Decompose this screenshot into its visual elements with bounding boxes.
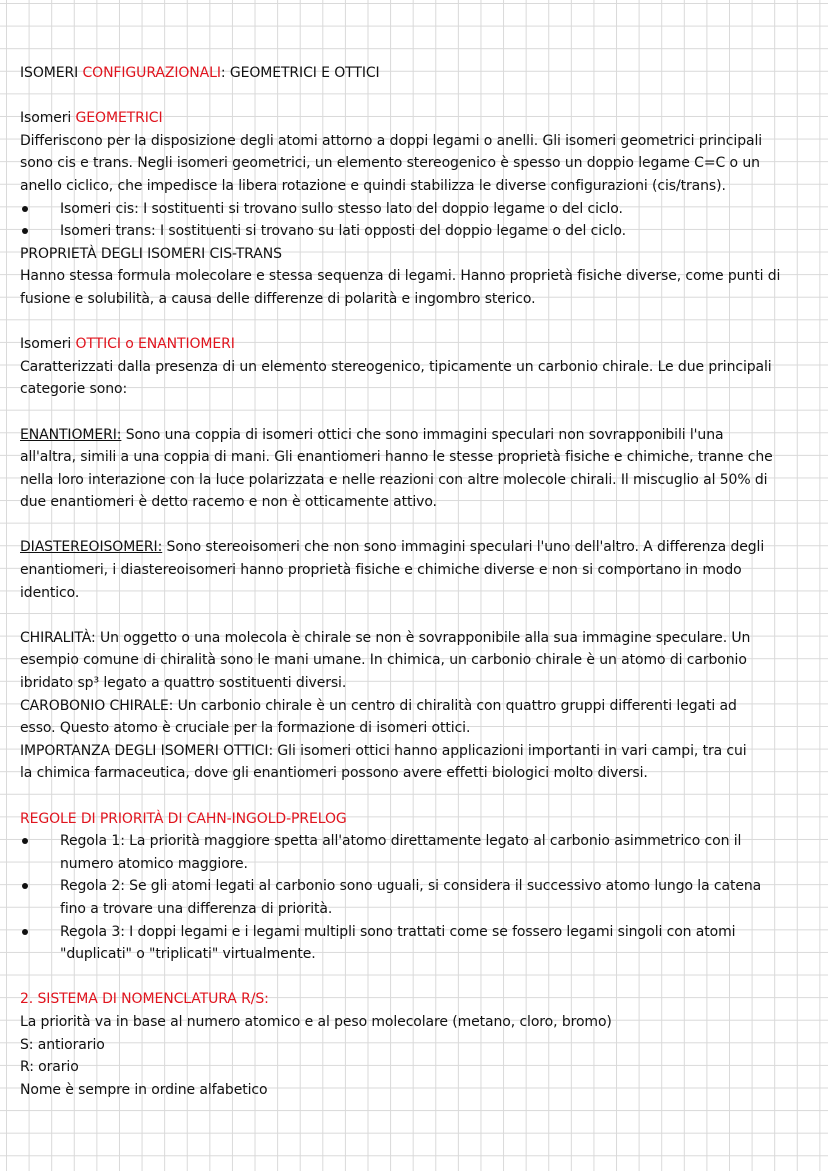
list-item: Regola 3: I doppi legami e i legami multipli sono trattati come se fossero legami singoli con atomi "duplicati" o "triplicati" virtualmente. <box>20 921 810 966</box>
text-line: Differiscono per la disposizione degli atomi attorno a doppi legami o anelli. Gli isomeri geometrici principali <box>20 132 763 149</box>
page-title: ISOMERI CONFIGURAZIONALI: GEOMETRICI E OTTICI <box>20 65 380 81</box>
diastereo-paragraph: DIASTEREOISOMERI: Sono stereoisomeri che non sono immagini speculari l'uno dell'altro. A differenza degli <box>20 539 765 556</box>
enantiomers-paragraph: ENANTIOMERI: Sono una coppia di isomeri ottici che sono immagini speculari non sovrapponibili l'una <box>20 426 724 443</box>
bullet-icon <box>20 220 60 243</box>
text-line: CHIRALITÀ: Un oggetto o una molecola è chirale se non è sovrapponibile alla sua immagine speculare. Un <box>20 629 751 646</box>
list-item: Isomeri cis: I sostituenti si trovano sullo stesso lato del doppio legame o del ciclo. <box>20 198 810 221</box>
geometric-heading: Isomeri GEOMETRICI <box>20 110 163 127</box>
list-item: Regola 2: Se gli atomi legati al carbonio sono uguali, si considera il successivo atomo lungo la catena fino a trovare una differenza di priorità. <box>20 875 810 920</box>
text-line: sono cis e trans. Negli isomeri geometrici, un elemento stereogenico è spesso un doppio legame C=C o un <box>20 155 760 172</box>
bullet-icon <box>20 875 60 920</box>
text-line: esempio comune di chiralità sono le mani umane. In chimica, un carbonio chirale è un atomo di carbonio <box>20 652 747 669</box>
text-line: S: antiorario <box>20 1036 105 1053</box>
text-line: due enantiomeri è detto racemo e non è otticamente attivo. <box>20 494 437 511</box>
text-line: esso. Questo atomo è cruciale per la formazione di isomeri ottici. <box>20 720 471 737</box>
notes-page <box>20 62 810 1101</box>
list-item: Regola 1: La priorità maggiore spetta all'atomo direttamente legato al carbonio asimmetrico con il numero atomico maggiore. <box>20 830 810 875</box>
bullet-icon <box>20 830 60 875</box>
section-heading: PROPRIETÀ DEGLI ISOMERI CIS-TRANS <box>20 245 282 262</box>
text-line: Caratterizzati dalla presenza di un elemento stereogenico, tipicamente un carbonio chirale. Le due principali <box>20 358 772 375</box>
text-line: IMPORTANZA DEGLI ISOMERI OTTICI: Gli isomeri ottici hanno applicazioni importanti in vari campi, tra cui <box>20 742 747 759</box>
text-line: La priorità va in base al numero atomico e al peso molecolare (metano, cloro, bromo) <box>20 1013 612 1030</box>
list-item: Isomeri trans: I sostituenti si trovano su lati opposti del doppio legame o del ciclo. <box>20 220 810 243</box>
term: ENANTIOMERI: <box>20 426 122 443</box>
term: DIASTEREOISOMERI: <box>20 539 163 556</box>
text-line: CAROBONIO CHIRALE: Un carbonio chirale è un centro di chiralità con quattro gruppi differenti legati ad <box>20 697 737 714</box>
text-line: nella loro interazione con la luce polarizzata e nelle reazioni con altre molecole chirali. Il miscuglio al 50% di <box>20 471 768 488</box>
text-line: enantiomeri, i diastereoisomeri hanno proprietà fisiche e chimiche diverse e non si comportano in modo <box>20 562 742 579</box>
text-line: fusione e solubilità, a causa delle differenze di polarità e ingombro sterico. <box>20 290 536 307</box>
optical-heading: Isomeri OTTICI o ENANTIOMERI <box>20 336 235 353</box>
text-line: anello ciclico, che impedisce la libera rotazione e quindi stabilizza le diverse configurazioni (cis/trans). <box>20 177 726 194</box>
bullet-icon <box>20 198 60 221</box>
text-line: all'altra, simili a una coppia di mani. Gli enantiomeri hanno le stesse proprietà fisiche e chimiche, tranne che <box>20 449 773 466</box>
text-line: R: orario <box>20 1059 79 1076</box>
cip-heading: REGOLE DI PRIORITÀ DI CAHN-INGOLD-PRELOG <box>20 810 347 827</box>
text-line: categorie sono: <box>20 381 128 398</box>
text-line: identico. <box>20 584 80 601</box>
bullet-icon <box>20 921 60 966</box>
text-line: la chimica farmaceutica, dove gli enantiomeri possono avere effetti biologici molto diversi. <box>20 765 648 782</box>
text-line: ibridato sp³ legato a quattro sostituenti diversi. <box>20 675 347 692</box>
text-line: Hanno stessa formula molecolare e stessa sequenza di legami. Hanno proprietà fisiche diverse, come punti di <box>20 268 781 285</box>
text-line: Nome è sempre in ordine alfabetico <box>20 1081 268 1098</box>
rs-heading: 2. SISTEMA DI NOMENCLATURA R/S: <box>20 991 269 1008</box>
